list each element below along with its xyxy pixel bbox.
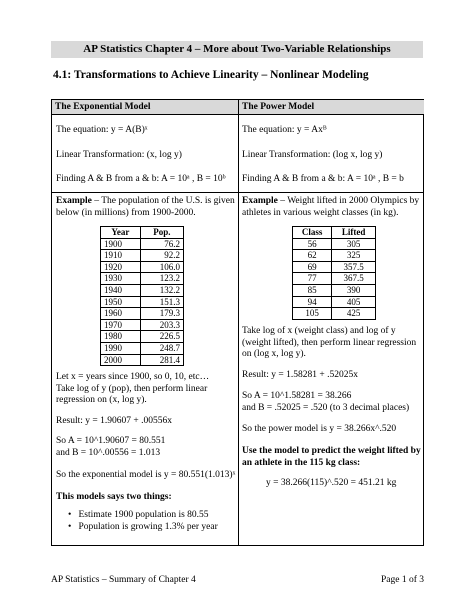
table-cell: 1930 bbox=[101, 273, 141, 285]
table-cell: 281.4 bbox=[140, 354, 183, 366]
pow-calc: y = 38.266(115)^.520 = 451.21 kg bbox=[266, 478, 397, 488]
table-cell: 62 bbox=[293, 250, 332, 262]
pow-result: Result: y = 1.58281 + .52025x bbox=[242, 370, 359, 380]
table-cell: 203.3 bbox=[140, 319, 183, 331]
table-cell: 367.5 bbox=[332, 273, 376, 285]
table-cell: 151.3 bbox=[140, 296, 183, 308]
table-cell: 425 bbox=[332, 308, 376, 320]
exponential-heading: The Exponential Model bbox=[52, 100, 238, 114]
pow-transform: Linear Transformation: (log x, log y) bbox=[242, 150, 383, 160]
table-cell: 1950 bbox=[101, 296, 141, 308]
header-rule bbox=[52, 114, 423, 115]
footer-left: AP Statistics – Summary of Chapter 4 bbox=[51, 575, 196, 585]
table-cell: 1910 bbox=[101, 250, 141, 262]
table-cell: 1960 bbox=[101, 308, 141, 320]
table-row bbox=[293, 308, 376, 320]
exp-bullet-1: • Estimate 1900 population is 80.55 bbox=[68, 510, 209, 520]
section-title: 4.1: Transformations to Achieve Linearity – Nonlinear Modeling bbox=[53, 69, 369, 81]
table-cell: 106.0 bbox=[140, 261, 183, 273]
table-cell: 1970 bbox=[101, 319, 141, 331]
table-cell: 305 bbox=[332, 238, 376, 250]
table-row bbox=[293, 296, 376, 308]
table-cell: 123.2 bbox=[140, 273, 183, 285]
table-row bbox=[101, 308, 184, 320]
exp-let-3: regression on (x, log y). bbox=[56, 395, 147, 405]
pow-take-1: Take log of x (weight class) and log of y bbox=[242, 326, 396, 336]
table-cell: 85 bbox=[293, 284, 332, 296]
pow-so-b: and B = .52025 = .520 (to 3 decimal places) bbox=[242, 402, 410, 413]
footer-right: Page 1 of 3 bbox=[380, 575, 424, 585]
table-cell: 132.2 bbox=[140, 284, 183, 296]
table-row bbox=[101, 238, 184, 250]
table-cell: 226.5 bbox=[140, 331, 183, 343]
table-row bbox=[293, 273, 376, 285]
table-cell: 94 bbox=[293, 296, 332, 308]
exp-so-a: So A = 10^1.90607 = 80.551 bbox=[56, 436, 166, 446]
document-header: AP Statistics Chapter 4 – More about Two-Variable Relationships bbox=[51, 41, 423, 58]
table-row bbox=[293, 238, 376, 250]
population-table bbox=[100, 226, 184, 366]
table-cell: 2000 bbox=[101, 354, 141, 366]
models-table bbox=[51, 99, 424, 546]
pop-header: Pop. bbox=[140, 227, 183, 239]
column-divider bbox=[238, 100, 239, 545]
exp-example-line-2: below (in millions) from 1900-2000. bbox=[56, 207, 196, 218]
exp-equation: The equation: y = A(B)ˣ bbox=[56, 125, 148, 135]
table-cell: 357.5 bbox=[332, 261, 376, 273]
table-cell: 77 bbox=[293, 273, 332, 285]
table-cell: 56 bbox=[293, 238, 332, 250]
pow-equation: The equation: y = Axᴮ bbox=[242, 125, 327, 135]
table-row bbox=[101, 261, 184, 273]
pow-use-2: an athlete in the 115 kg class: bbox=[242, 457, 361, 468]
pow-example-line-1: Example – Weight lifted in 2000 Olympics by bbox=[242, 196, 420, 206]
table-cell: 1940 bbox=[101, 284, 141, 296]
pow-model: So the power model is y = 38.266x^.520 bbox=[242, 424, 397, 434]
table-cell: 92.2 bbox=[140, 250, 183, 262]
table-row bbox=[101, 250, 184, 262]
weight-table bbox=[292, 226, 376, 320]
row-rule bbox=[52, 192, 423, 193]
pow-use-1: Use the model to predict the weight lifted by bbox=[242, 446, 421, 456]
table-row bbox=[293, 284, 376, 296]
pow-take-3: on (log x, log y). bbox=[242, 349, 306, 359]
exp-result: Result: y = 1.90607 + .00556x bbox=[56, 416, 173, 426]
exp-let-2: Take log of y (pop), then perform linear bbox=[56, 383, 208, 394]
table-row bbox=[101, 284, 184, 296]
table-cell: 325 bbox=[332, 250, 376, 262]
exp-two-things: This models says two things: bbox=[56, 492, 172, 502]
table-row bbox=[101, 296, 184, 308]
table-row bbox=[101, 342, 184, 354]
exp-model: So the exponential model is y = 80.551(1.013)ˣ bbox=[56, 470, 236, 480]
table-row bbox=[101, 354, 184, 366]
pow-so-a: So A = 10^1.58281 = 38.266 bbox=[242, 391, 352, 401]
table-cell: 1920 bbox=[101, 261, 141, 273]
exp-transform: Linear Transformation: (x, log y) bbox=[56, 150, 182, 160]
class-header: Class bbox=[293, 227, 332, 239]
exp-let-1: Let x = years since 1900, so 0, 10, etc… bbox=[56, 372, 210, 382]
table-row bbox=[293, 261, 376, 273]
exp-finding: Finding A & B from a & b: A = 10ᵃ , B = 10ᵇ bbox=[56, 174, 226, 184]
table-cell: 1990 bbox=[101, 342, 141, 354]
table-cell: 179.3 bbox=[140, 308, 183, 320]
table-cell: 1980 bbox=[101, 331, 141, 343]
lifted-header: Lifted bbox=[332, 227, 376, 239]
pow-finding: Finding A & B from a & b: A = 10ᵃ , B = b bbox=[242, 174, 404, 184]
table-row bbox=[293, 250, 376, 262]
table-cell: 390 bbox=[332, 284, 376, 296]
table-cell: 76.2 bbox=[140, 238, 183, 250]
exp-bullet-2: • Population is growing 1.3% per year bbox=[68, 522, 218, 532]
table-cell: 105 bbox=[293, 308, 332, 320]
table-cell: 69 bbox=[293, 261, 332, 273]
table-cell: 405 bbox=[332, 296, 376, 308]
exp-so-b: and B = 10^.00556 = 1.013 bbox=[56, 447, 161, 458]
table-row bbox=[101, 273, 184, 285]
table-row bbox=[101, 331, 184, 343]
table-cell: 248.7 bbox=[140, 342, 183, 354]
year-header: Year bbox=[101, 227, 141, 239]
pow-take-2: (weight lifted), then perform linear regression bbox=[242, 337, 417, 348]
exp-example-line-1: Example – The population of the U.S. is given bbox=[56, 196, 235, 206]
table-cell: 1900 bbox=[101, 238, 141, 250]
pow-example-line-2: athletes in various weight classes (in kg). bbox=[242, 207, 399, 218]
power-heading: The Power Model bbox=[239, 100, 424, 114]
table-row bbox=[101, 319, 184, 331]
